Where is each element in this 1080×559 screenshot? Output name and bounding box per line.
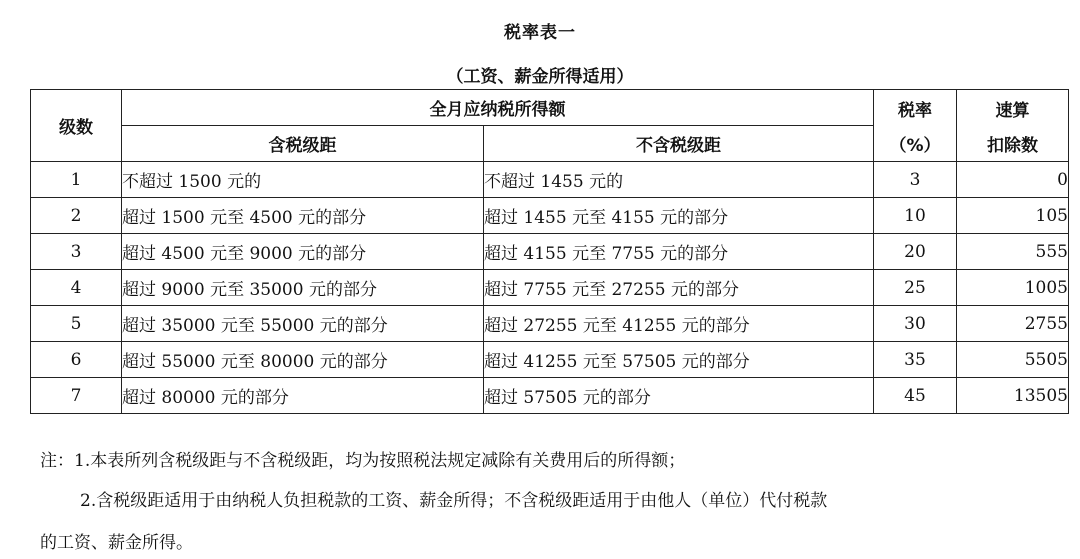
header-taxable-income: 全月应纳税所得额 (122, 90, 874, 126)
header-quick-deduction-line1: 速算 (995, 100, 1030, 121)
cell-excl-tax-bracket: 超过 7755 元至 27255 元的部分 (484, 270, 874, 306)
cell-incl-tax-bracket: 超过 1500 元至 4500 元的部分 (122, 198, 484, 234)
cell-tax-rate: 25 (874, 270, 957, 306)
cell-tax-rate: 3 (874, 162, 957, 198)
table-row (31, 198, 1069, 234)
cell-excl-tax-bracket: 超过 4155 元至 7755 元的部分 (484, 234, 874, 270)
cell-excl-tax-bracket: 超过 57505 元的部分 (484, 378, 874, 414)
cell-tax-rate: 45 (874, 378, 957, 414)
cell-level: 3 (31, 234, 122, 270)
cell-quick-deduction: 13505 (957, 378, 1069, 414)
cell-level: 1 (31, 162, 122, 198)
cell-incl-tax-bracket: 超过 80000 元的部分 (122, 378, 484, 414)
cell-level: 5 (31, 306, 122, 342)
cell-level: 2 (31, 198, 122, 234)
table-row (31, 342, 1069, 378)
header-excl-tax-bracket: 不含税级距 (484, 126, 874, 162)
cell-incl-tax-bracket: 超过 55000 元至 80000 元的部分 (122, 342, 484, 378)
header-quick-deduction-line2: 扣除数 (987, 135, 1038, 156)
cell-tax-rate: 35 (874, 342, 957, 378)
note-line-1: 注：1.本表所列含税级距与不含税级距，均为按照税法规定减除有关费用后的所得额； (40, 451, 686, 471)
header-quick-deduction (957, 90, 1069, 162)
cell-excl-tax-bracket: 超过 27255 元至 41255 元的部分 (484, 306, 874, 342)
cell-quick-deduction: 1005 (957, 270, 1069, 306)
cell-quick-deduction: 105 (957, 198, 1069, 234)
table-row (31, 270, 1069, 306)
cell-incl-tax-bracket: 超过 4500 元至 9000 元的部分 (122, 234, 484, 270)
document-title: 税率表一 (504, 23, 576, 43)
cell-excl-tax-bracket: 超过 1455 元至 4155 元的部分 (484, 198, 874, 234)
cell-quick-deduction: 0 (957, 162, 1069, 198)
cell-tax-rate: 30 (874, 306, 957, 342)
cell-tax-rate: 10 (874, 198, 957, 234)
cell-excl-tax-bracket: 不超过 1455 元的 (484, 162, 874, 198)
cell-level: 6 (31, 342, 122, 378)
table-row (31, 378, 1069, 414)
header-tax-rate-line1: 税率 (898, 100, 932, 121)
table-row (31, 234, 1069, 270)
table-row (31, 306, 1069, 342)
header-tax-rate (874, 90, 957, 162)
cell-quick-deduction: 555 (957, 234, 1069, 270)
table-row (31, 162, 1069, 198)
tax-table-body (31, 162, 1069, 414)
cell-incl-tax-bracket: 不超过 1500 元的 (122, 162, 484, 198)
header-level: 级数 (31, 90, 122, 162)
document-subtitle: （工资、薪金所得适用） (446, 67, 634, 87)
header-tax-rate-line2: （%） (889, 135, 941, 156)
cell-level: 7 (31, 378, 122, 414)
note-line-3: 的工资、薪金所得。 (40, 533, 193, 553)
cell-excl-tax-bracket: 超过 41255 元至 57505 元的部分 (484, 342, 874, 378)
header-incl-tax-bracket: 含税级距 (122, 126, 484, 162)
cell-quick-deduction: 2755 (957, 306, 1069, 342)
note-line-2: 2.含税级距适用于由纳税人负担税款的工资、薪金所得；不含税级距适用于由他人（单位）代付税款 (80, 491, 828, 511)
cell-tax-rate: 20 (874, 234, 957, 270)
tax-rate-table (30, 89, 1069, 414)
cell-quick-deduction: 5505 (957, 342, 1069, 378)
cell-incl-tax-bracket: 超过 9000 元至 35000 元的部分 (122, 270, 484, 306)
cell-incl-tax-bracket: 超过 35000 元至 55000 元的部分 (122, 306, 484, 342)
cell-level: 4 (31, 270, 122, 306)
